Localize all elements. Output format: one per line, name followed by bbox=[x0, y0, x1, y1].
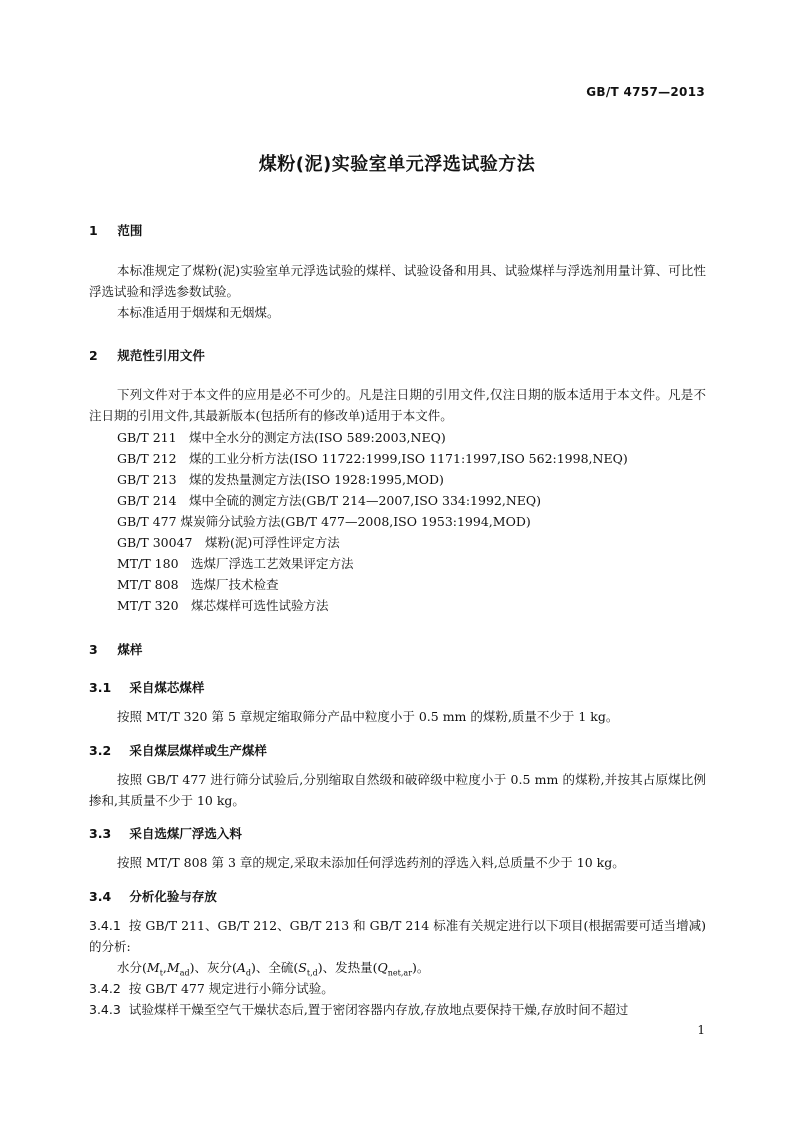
clause-3-4-2 bbox=[89, 978, 706, 999]
section-title: 采自选煤厂浮选入料 bbox=[129, 826, 242, 841]
text-segment: )、灰分( bbox=[189, 960, 237, 975]
symbol: M bbox=[146, 960, 160, 975]
subscript: t bbox=[159, 968, 163, 978]
section-title: 范围 bbox=[117, 223, 143, 238]
text-segment: )、发热量( bbox=[317, 960, 378, 975]
subscript: ad bbox=[179, 968, 190, 978]
section-3-3-heading bbox=[89, 824, 242, 842]
subscript: d bbox=[245, 968, 252, 978]
reference-item: MT/T 180 选煤厂浮选工艺效果评定方法 bbox=[117, 556, 354, 571]
reference-item: GB/T 213 煤的发热量测定方法(ISO 1928:1995,MOD) bbox=[117, 472, 444, 487]
reference-item: GB/T 477 煤炭筛分试验方法(GB/T 477—2008,ISO 1953:1994,MOD) bbox=[117, 514, 531, 529]
standard-number: GB/T 4757—2013 bbox=[586, 85, 705, 99]
clause-3-4-3 bbox=[89, 999, 706, 1020]
section-number: 2 bbox=[89, 348, 98, 363]
section-title: 采自煤芯煤样 bbox=[129, 680, 205, 695]
section-number: 3.1 bbox=[89, 680, 112, 695]
section-number: 1 bbox=[89, 223, 98, 238]
section-2-paragraph-1: 下列文件对于本文件的应用是必不可少的。凡是注日期的引用文件,仅注日期的版本适用于本文件。凡是不注日期的引用文件,其最新版本(包括所有的修改单)适用于本文件。 bbox=[89, 387, 706, 423]
analysis-items-line: 水分$(M_t,M_{ad})$、灰分$(A_d)$、全硫$(S_{t,d})$、发热量$(Q_{net,ar})$。 bbox=[117, 960, 430, 978]
clause-3-4-1 bbox=[89, 915, 706, 957]
symbol: M bbox=[166, 960, 180, 975]
clause-text: 按 GB/T 477 规定进行小筛分试验。 bbox=[128, 981, 334, 996]
section-3-heading bbox=[89, 640, 142, 658]
section-title: 分析化验与存放 bbox=[129, 889, 217, 904]
reference-item: GB/T 30047 煤粉(泥)可浮性评定方法 bbox=[117, 535, 340, 550]
section-number: 3 bbox=[89, 642, 98, 657]
section-title: 采自煤层煤样或生产煤样 bbox=[129, 743, 267, 758]
clause-number: 3.4.2 bbox=[89, 981, 121, 996]
subscript: t,d bbox=[306, 968, 318, 978]
section-1-paragraph-2: 本标准适用于烟煤和无烟煤。 bbox=[117, 305, 280, 320]
document-title: 煤粉(泥)实验室单元浮选试验方法 bbox=[258, 154, 536, 175]
section-3-2-paragraph: 按照 GB/T 477 进行筛分试验后,分别缩取自然级和破碎级中粒度小于 0.5 mm 的煤粉,并按其占原煤比例掺和,其质量不少于 10 kg。 bbox=[89, 772, 706, 808]
reference-item: GB/T 214 煤中全硫的测定方法(GB/T 214—2007,ISO 334:1992,NEQ) bbox=[117, 493, 542, 508]
symbol: S bbox=[298, 960, 307, 975]
text-segment: )。 bbox=[412, 960, 430, 975]
symbol: A bbox=[236, 960, 246, 975]
page-number: 1 bbox=[697, 1023, 705, 1037]
reference-item: MT/T 320 煤芯煤样可选性试验方法 bbox=[117, 598, 329, 613]
section-3-1-paragraph: 按照 MT/T 320 第 5 章规定缩取筛分产品中粒度小于 0.5 mm 的煤粉,质量不少于 1 kg。 bbox=[117, 709, 619, 724]
section-number: 3.2 bbox=[89, 743, 112, 758]
clause-number: 3.4.1 bbox=[89, 918, 121, 933]
section-3-3-paragraph: 按照 MT/T 808 第 3 章的规定,采取未添加任何浮选药剂的浮选入料,总质量不少于 10 kg。 bbox=[117, 855, 625, 870]
text-segment: )、全硫( bbox=[251, 960, 299, 975]
clause-text: 试验煤样干燥至空气干燥状态后,置于密闭容器内存放,存放地点要保持干燥,存放时间不超过 bbox=[128, 1002, 629, 1017]
reference-item: MT/T 808 选煤厂技术检查 bbox=[117, 577, 279, 592]
text-segment: 水分( bbox=[117, 960, 147, 975]
section-title: 煤样 bbox=[117, 642, 143, 657]
clause-number: 3.4.3 bbox=[89, 1002, 121, 1017]
reference-item: GB/T 212 煤的工业分析方法(ISO 11722:1999,ISO 1171:1997,ISO 562:1998,NEQ) bbox=[117, 451, 628, 466]
section-1-paragraph-1: 本标准规定了煤粉(泥)实验室单元浮选试验的煤样、试验设备和用具、试验煤样与浮选剂用量计算、可比性浮选试验和浮选参数试验。 bbox=[89, 263, 706, 299]
section-3-2-heading bbox=[89, 741, 267, 759]
reference-item: GB/T 211 煤中全水分的测定方法(ISO 589:2003,NEQ) bbox=[117, 430, 446, 445]
section-title: 规范性引用文件 bbox=[117, 348, 205, 363]
section-1-heading bbox=[89, 221, 142, 239]
section-3-4-heading bbox=[89, 887, 217, 905]
section-2-heading bbox=[89, 346, 205, 364]
subscript: net,ar bbox=[387, 968, 413, 978]
clause-text: 按 GB/T 211、GB/T 212、GB/T 213 和 GB/T 214 标准有关规定进行以下项目(根据需要可适当增减)的分析: bbox=[89, 918, 706, 954]
symbol: Q bbox=[377, 960, 388, 975]
section-3-1-heading bbox=[89, 678, 204, 696]
section-number: 3.3 bbox=[89, 826, 112, 841]
section-number: 3.4 bbox=[89, 889, 112, 904]
